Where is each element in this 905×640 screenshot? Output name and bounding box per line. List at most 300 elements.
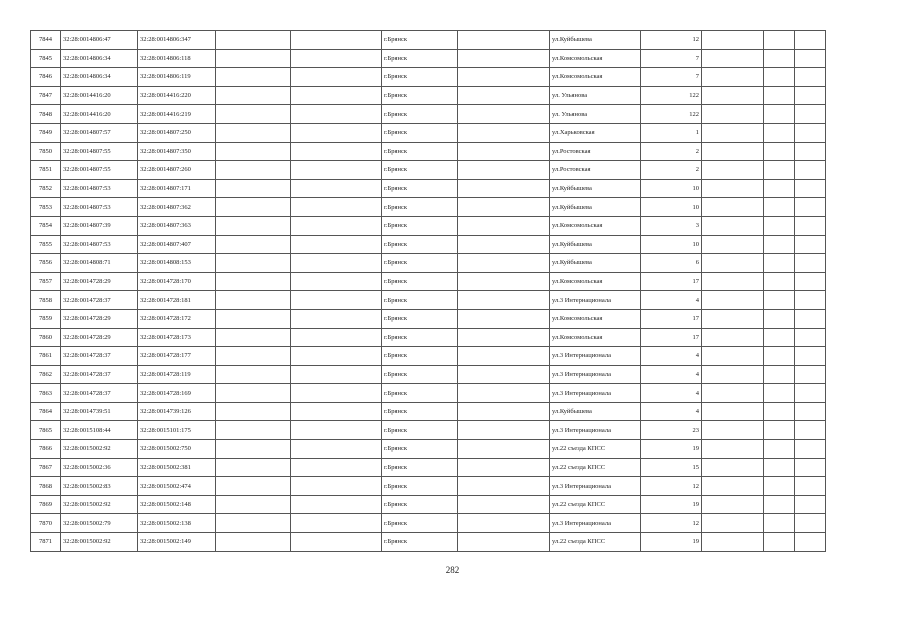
cell-blank2 bbox=[291, 49, 382, 68]
cell-cad1: 32:28:0014728:37 bbox=[61, 365, 138, 384]
table-row bbox=[31, 105, 826, 124]
cell-blank1 bbox=[216, 198, 291, 217]
table-row bbox=[31, 179, 826, 198]
cell-blank2 bbox=[291, 309, 382, 328]
cell-house: 10 bbox=[641, 198, 702, 217]
cell-blank2 bbox=[291, 105, 382, 124]
cell-blank4 bbox=[702, 216, 764, 235]
cell-blank1 bbox=[216, 421, 291, 440]
cell-blank5 bbox=[764, 49, 795, 68]
cell-blank4 bbox=[702, 514, 764, 533]
cell-blank5 bbox=[764, 495, 795, 514]
table-row bbox=[31, 254, 826, 273]
cell-cad2: 32:28:0014806:347 bbox=[138, 31, 216, 50]
cell-city: г.Брянск bbox=[382, 495, 458, 514]
table-row bbox=[31, 198, 826, 217]
cell-cad1: 32:28:0014806:34 bbox=[61, 68, 138, 87]
cell-blank6 bbox=[795, 105, 826, 124]
cell-blank3 bbox=[458, 68, 550, 87]
cell-blank1 bbox=[216, 458, 291, 477]
cell-cad1: 32:28:0014416:20 bbox=[61, 86, 138, 105]
table-row bbox=[31, 514, 826, 533]
cell-blank6 bbox=[795, 309, 826, 328]
cell-blank2 bbox=[291, 235, 382, 254]
cell-cad1: 32:28:0014807:53 bbox=[61, 179, 138, 198]
cell-blank3 bbox=[458, 309, 550, 328]
cell-blank4 bbox=[702, 440, 764, 459]
cell-blank3 bbox=[458, 31, 550, 50]
cell-city: г.Брянск bbox=[382, 384, 458, 403]
cell-street: ул.Куйбышева bbox=[550, 235, 641, 254]
cell-blank5 bbox=[764, 347, 795, 366]
cell-num: 7869 bbox=[31, 495, 61, 514]
cell-house: 4 bbox=[641, 384, 702, 403]
cell-num: 7854 bbox=[31, 216, 61, 235]
cell-blank3 bbox=[458, 198, 550, 217]
table-row bbox=[31, 495, 826, 514]
table-row bbox=[31, 68, 826, 87]
cell-cad1: 32:28:0014416:20 bbox=[61, 105, 138, 124]
cell-blank5 bbox=[764, 440, 795, 459]
cell-num: 7851 bbox=[31, 161, 61, 180]
cell-street: ул.22 съезда КПСС bbox=[550, 458, 641, 477]
cell-num: 7868 bbox=[31, 477, 61, 496]
cell-house: 4 bbox=[641, 402, 702, 421]
cell-blank2 bbox=[291, 477, 382, 496]
cell-num: 7861 bbox=[31, 347, 61, 366]
cell-city: г.Брянск bbox=[382, 105, 458, 124]
cell-blank4 bbox=[702, 179, 764, 198]
cell-blank1 bbox=[216, 495, 291, 514]
cell-num: 7855 bbox=[31, 235, 61, 254]
cell-house: 17 bbox=[641, 328, 702, 347]
cell-blank5 bbox=[764, 309, 795, 328]
cell-blank4 bbox=[702, 458, 764, 477]
cell-blank2 bbox=[291, 514, 382, 533]
cell-blank4 bbox=[702, 421, 764, 440]
cell-house: 19 bbox=[641, 533, 702, 552]
cell-blank5 bbox=[764, 291, 795, 310]
cell-num: 7858 bbox=[31, 291, 61, 310]
table-row bbox=[31, 142, 826, 161]
cell-blank6 bbox=[795, 402, 826, 421]
cell-blank6 bbox=[795, 458, 826, 477]
cell-cad1: 32:28:0014728:37 bbox=[61, 291, 138, 310]
cell-cad1: 32:28:0015108:44 bbox=[61, 421, 138, 440]
cell-blank5 bbox=[764, 421, 795, 440]
cell-city: г.Брянск bbox=[382, 179, 458, 198]
cell-num: 7859 bbox=[31, 309, 61, 328]
cell-blank3 bbox=[458, 161, 550, 180]
cell-blank1 bbox=[216, 514, 291, 533]
cell-cad1: 32:28:0015002:92 bbox=[61, 533, 138, 552]
cell-blank2 bbox=[291, 291, 382, 310]
table-row bbox=[31, 440, 826, 459]
cell-num: 7849 bbox=[31, 123, 61, 142]
cell-city: г.Брянск bbox=[382, 458, 458, 477]
cell-cad2: 32:28:0015002:474 bbox=[138, 477, 216, 496]
cell-blank6 bbox=[795, 86, 826, 105]
table-row bbox=[31, 402, 826, 421]
cell-blank2 bbox=[291, 328, 382, 347]
cell-cad1: 32:28:0014728:37 bbox=[61, 384, 138, 403]
cell-blank4 bbox=[702, 86, 764, 105]
cell-city: г.Брянск bbox=[382, 402, 458, 421]
cell-blank4 bbox=[702, 309, 764, 328]
cell-city: г.Брянск bbox=[382, 86, 458, 105]
table-row bbox=[31, 365, 826, 384]
table-body bbox=[31, 31, 826, 552]
cell-blank3 bbox=[458, 49, 550, 68]
cell-blank4 bbox=[702, 49, 764, 68]
cell-house: 10 bbox=[641, 179, 702, 198]
cell-blank3 bbox=[458, 347, 550, 366]
cell-blank1 bbox=[216, 49, 291, 68]
cell-city: г.Брянск bbox=[382, 142, 458, 161]
cell-house: 19 bbox=[641, 440, 702, 459]
cell-blank5 bbox=[764, 68, 795, 87]
table-row bbox=[31, 31, 826, 50]
cell-blank3 bbox=[458, 533, 550, 552]
cell-blank2 bbox=[291, 421, 382, 440]
cell-blank1 bbox=[216, 347, 291, 366]
table-row bbox=[31, 421, 826, 440]
cell-cad2: 32:28:0014807:363 bbox=[138, 216, 216, 235]
cell-blank1 bbox=[216, 68, 291, 87]
cell-house: 2 bbox=[641, 161, 702, 180]
cell-blank1 bbox=[216, 179, 291, 198]
cell-blank4 bbox=[702, 347, 764, 366]
cell-blank3 bbox=[458, 254, 550, 273]
cell-num: 7853 bbox=[31, 198, 61, 217]
cell-blank6 bbox=[795, 31, 826, 50]
cell-house: 12 bbox=[641, 31, 702, 50]
cell-street: ул.3 Интернационала bbox=[550, 291, 641, 310]
cell-cad1: 32:28:0014807:57 bbox=[61, 123, 138, 142]
cell-blank1 bbox=[216, 123, 291, 142]
cell-blank2 bbox=[291, 161, 382, 180]
cell-street: ул.Комсомольская bbox=[550, 68, 641, 87]
cell-blank6 bbox=[795, 495, 826, 514]
cell-cad2: 32:28:0014806:118 bbox=[138, 49, 216, 68]
table-row bbox=[31, 533, 826, 552]
cell-cad2: 32:28:0014728:173 bbox=[138, 328, 216, 347]
cell-cad2: 32:28:0014416:220 bbox=[138, 86, 216, 105]
cell-blank5 bbox=[764, 216, 795, 235]
cell-blank1 bbox=[216, 291, 291, 310]
table-row bbox=[31, 49, 826, 68]
cell-num: 7864 bbox=[31, 402, 61, 421]
cell-blank2 bbox=[291, 384, 382, 403]
cell-cad2: 32:28:0014728:177 bbox=[138, 347, 216, 366]
cell-blank4 bbox=[702, 105, 764, 124]
cell-street: ул.Куйбышева bbox=[550, 198, 641, 217]
cell-blank5 bbox=[764, 533, 795, 552]
cell-blank6 bbox=[795, 533, 826, 552]
cell-blank2 bbox=[291, 458, 382, 477]
cell-blank6 bbox=[795, 514, 826, 533]
cell-street: ул.3 Интернационала bbox=[550, 477, 641, 496]
cell-blank3 bbox=[458, 440, 550, 459]
cell-blank6 bbox=[795, 477, 826, 496]
cell-cad2: 32:28:0015101:175 bbox=[138, 421, 216, 440]
cell-house: 1 bbox=[641, 123, 702, 142]
cell-blank6 bbox=[795, 291, 826, 310]
cell-city: г.Брянск bbox=[382, 440, 458, 459]
cell-street: ул.Харьковская bbox=[550, 123, 641, 142]
cell-cad2: 32:28:0014416:219 bbox=[138, 105, 216, 124]
table-row bbox=[31, 309, 826, 328]
cell-street: ул.Комсомольская bbox=[550, 272, 641, 291]
cell-cad2: 32:28:0015002:381 bbox=[138, 458, 216, 477]
cell-blank5 bbox=[764, 31, 795, 50]
cell-blank1 bbox=[216, 384, 291, 403]
cell-cad1: 32:28:0014807:55 bbox=[61, 142, 138, 161]
cell-city: г.Брянск bbox=[382, 161, 458, 180]
cell-blank1 bbox=[216, 402, 291, 421]
cell-blank3 bbox=[458, 272, 550, 291]
table-row bbox=[31, 272, 826, 291]
cell-cad2: 32:28:0014807:171 bbox=[138, 179, 216, 198]
cell-blank2 bbox=[291, 347, 382, 366]
cell-blank6 bbox=[795, 179, 826, 198]
cell-street: ул.3 Интернационала bbox=[550, 421, 641, 440]
cell-num: 7846 bbox=[31, 68, 61, 87]
cell-city: г.Брянск bbox=[382, 347, 458, 366]
cell-house: 17 bbox=[641, 309, 702, 328]
cell-cad1: 32:28:0014739:51 bbox=[61, 402, 138, 421]
cell-cad1: 32:28:0015002:36 bbox=[61, 458, 138, 477]
cell-blank2 bbox=[291, 440, 382, 459]
cell-blank2 bbox=[291, 365, 382, 384]
cell-cad2: 32:28:0014728:119 bbox=[138, 365, 216, 384]
cell-city: г.Брянск bbox=[382, 365, 458, 384]
cell-blank2 bbox=[291, 68, 382, 87]
cell-city: г.Брянск bbox=[382, 68, 458, 87]
cell-blank3 bbox=[458, 235, 550, 254]
cell-city: г.Брянск bbox=[382, 309, 458, 328]
cell-blank1 bbox=[216, 31, 291, 50]
cell-cad2: 32:28:0014807:407 bbox=[138, 235, 216, 254]
cell-cad2: 32:28:0014808:153 bbox=[138, 254, 216, 273]
cell-blank5 bbox=[764, 161, 795, 180]
cell-street: ул.Ростовская bbox=[550, 161, 641, 180]
cell-cad2: 32:28:0014728:181 bbox=[138, 291, 216, 310]
cell-street: ул.Куйбышева bbox=[550, 179, 641, 198]
cell-blank4 bbox=[702, 402, 764, 421]
cell-num: 7865 bbox=[31, 421, 61, 440]
cell-city: г.Брянск bbox=[382, 49, 458, 68]
cell-street: ул. Ульянова bbox=[550, 86, 641, 105]
cell-street: ул.Комсомольская bbox=[550, 309, 641, 328]
cell-blank6 bbox=[795, 216, 826, 235]
cell-blank2 bbox=[291, 142, 382, 161]
cell-blank4 bbox=[702, 495, 764, 514]
cell-blank2 bbox=[291, 198, 382, 217]
cell-blank2 bbox=[291, 31, 382, 50]
cell-blank5 bbox=[764, 235, 795, 254]
cell-house: 15 bbox=[641, 458, 702, 477]
cell-blank5 bbox=[764, 272, 795, 291]
cell-street: ул.Куйбышева bbox=[550, 254, 641, 273]
cell-cad1: 32:28:0014806:47 bbox=[61, 31, 138, 50]
cell-blank4 bbox=[702, 291, 764, 310]
cell-cad1: 32:28:0015002:92 bbox=[61, 495, 138, 514]
cell-city: г.Брянск bbox=[382, 477, 458, 496]
cell-blank3 bbox=[458, 179, 550, 198]
cell-blank2 bbox=[291, 402, 382, 421]
cell-blank1 bbox=[216, 86, 291, 105]
cell-blank2 bbox=[291, 123, 382, 142]
cell-cad2: 32:28:0014728:169 bbox=[138, 384, 216, 403]
cell-blank5 bbox=[764, 328, 795, 347]
cell-blank6 bbox=[795, 347, 826, 366]
cell-blank6 bbox=[795, 142, 826, 161]
cell-city: г.Брянск bbox=[382, 31, 458, 50]
cell-cad2: 32:28:0014728:172 bbox=[138, 309, 216, 328]
cell-blank6 bbox=[795, 68, 826, 87]
cell-cad1: 32:28:0014807:39 bbox=[61, 216, 138, 235]
cell-num: 7850 bbox=[31, 142, 61, 161]
cell-blank4 bbox=[702, 235, 764, 254]
cell-blank5 bbox=[764, 254, 795, 273]
cell-blank1 bbox=[216, 105, 291, 124]
cell-blank5 bbox=[764, 402, 795, 421]
cell-cad1: 32:28:0014807:55 bbox=[61, 161, 138, 180]
cell-blank3 bbox=[458, 86, 550, 105]
cell-blank6 bbox=[795, 440, 826, 459]
cell-blank4 bbox=[702, 328, 764, 347]
cell-cad2: 32:28:0014728:170 bbox=[138, 272, 216, 291]
cell-blank5 bbox=[764, 384, 795, 403]
cell-blank3 bbox=[458, 328, 550, 347]
cell-blank6 bbox=[795, 161, 826, 180]
cell-blank3 bbox=[458, 384, 550, 403]
cell-city: г.Брянск bbox=[382, 291, 458, 310]
table-row bbox=[31, 384, 826, 403]
cell-house: 12 bbox=[641, 477, 702, 496]
table-row bbox=[31, 458, 826, 477]
cell-blank3 bbox=[458, 495, 550, 514]
cell-cad2: 32:28:0015002:149 bbox=[138, 533, 216, 552]
table-row bbox=[31, 123, 826, 142]
cell-blank4 bbox=[702, 68, 764, 87]
cell-street: ул.Куйбышева bbox=[550, 402, 641, 421]
cell-num: 7860 bbox=[31, 328, 61, 347]
cell-blank6 bbox=[795, 384, 826, 403]
cell-blank5 bbox=[764, 179, 795, 198]
cell-blank2 bbox=[291, 254, 382, 273]
cell-cad2: 32:28:0015002:148 bbox=[138, 495, 216, 514]
cell-blank4 bbox=[702, 31, 764, 50]
cell-cad2: 32:28:0014807:250 bbox=[138, 123, 216, 142]
cell-house: 2 bbox=[641, 142, 702, 161]
table-row bbox=[31, 235, 826, 254]
cell-blank4 bbox=[702, 254, 764, 273]
cell-city: г.Брянск bbox=[382, 328, 458, 347]
cell-blank3 bbox=[458, 477, 550, 496]
cell-blank3 bbox=[458, 365, 550, 384]
cell-city: г.Брянск bbox=[382, 514, 458, 533]
cell-blank1 bbox=[216, 309, 291, 328]
cell-house: 122 bbox=[641, 86, 702, 105]
cell-num: 7847 bbox=[31, 86, 61, 105]
cell-cad1: 32:28:0014807:53 bbox=[61, 198, 138, 217]
cell-blank4 bbox=[702, 198, 764, 217]
cell-cad1: 32:28:0014807:53 bbox=[61, 235, 138, 254]
cell-city: г.Брянск bbox=[382, 235, 458, 254]
table-row bbox=[31, 347, 826, 366]
cell-house: 4 bbox=[641, 347, 702, 366]
cell-street: ул.3 Интернационала bbox=[550, 514, 641, 533]
cell-num: 7866 bbox=[31, 440, 61, 459]
cell-num: 7844 bbox=[31, 31, 61, 50]
cell-street: ул.Комсомольская bbox=[550, 216, 641, 235]
cell-blank5 bbox=[764, 142, 795, 161]
cell-blank1 bbox=[216, 272, 291, 291]
cell-cad1: 32:28:0014806:34 bbox=[61, 49, 138, 68]
cell-blank1 bbox=[216, 328, 291, 347]
cell-blank1 bbox=[216, 216, 291, 235]
cell-blank3 bbox=[458, 291, 550, 310]
cell-house: 7 bbox=[641, 68, 702, 87]
cell-blank2 bbox=[291, 533, 382, 552]
cell-cad1: 32:28:0014728:37 bbox=[61, 347, 138, 366]
cell-blank1 bbox=[216, 142, 291, 161]
cell-cad2: 32:28:0014806:119 bbox=[138, 68, 216, 87]
cell-blank2 bbox=[291, 86, 382, 105]
cell-cad2: 32:28:0014739:126 bbox=[138, 402, 216, 421]
cell-blank4 bbox=[702, 365, 764, 384]
cell-cad1: 32:28:0014728:29 bbox=[61, 272, 138, 291]
cell-street: ул. Ульянова bbox=[550, 105, 641, 124]
table-row bbox=[31, 477, 826, 496]
cell-blank1 bbox=[216, 533, 291, 552]
cell-num: 7862 bbox=[31, 365, 61, 384]
cell-blank3 bbox=[458, 105, 550, 124]
cell-blank3 bbox=[458, 514, 550, 533]
cell-cad1: 32:28:0014728:29 bbox=[61, 309, 138, 328]
cell-num: 7857 bbox=[31, 272, 61, 291]
cell-blank4 bbox=[702, 123, 764, 142]
cell-num: 7845 bbox=[31, 49, 61, 68]
cell-num: 7870 bbox=[31, 514, 61, 533]
cell-blank6 bbox=[795, 49, 826, 68]
cell-blank2 bbox=[291, 216, 382, 235]
cell-num: 7871 bbox=[31, 533, 61, 552]
cell-city: г.Брянск bbox=[382, 272, 458, 291]
cell-house: 7 bbox=[641, 49, 702, 68]
cell-house: 4 bbox=[641, 291, 702, 310]
cell-street: ул.22 съезда КПСС bbox=[550, 495, 641, 514]
cell-num: 7856 bbox=[31, 254, 61, 273]
cell-street: ул.22 съезда КПСС bbox=[550, 440, 641, 459]
page-number: 282 bbox=[445, 565, 460, 575]
table-row bbox=[31, 161, 826, 180]
cell-blank1 bbox=[216, 254, 291, 273]
cell-house: 3 bbox=[641, 216, 702, 235]
cell-city: г.Брянск bbox=[382, 421, 458, 440]
cell-blank3 bbox=[458, 402, 550, 421]
cell-blank1 bbox=[216, 477, 291, 496]
cell-blank5 bbox=[764, 365, 795, 384]
cell-blank6 bbox=[795, 328, 826, 347]
cell-house: 4 bbox=[641, 365, 702, 384]
cell-blank3 bbox=[458, 142, 550, 161]
cell-cad1: 32:28:0015002:83 bbox=[61, 477, 138, 496]
cell-blank5 bbox=[764, 105, 795, 124]
cell-cad2: 32:28:0015002:138 bbox=[138, 514, 216, 533]
